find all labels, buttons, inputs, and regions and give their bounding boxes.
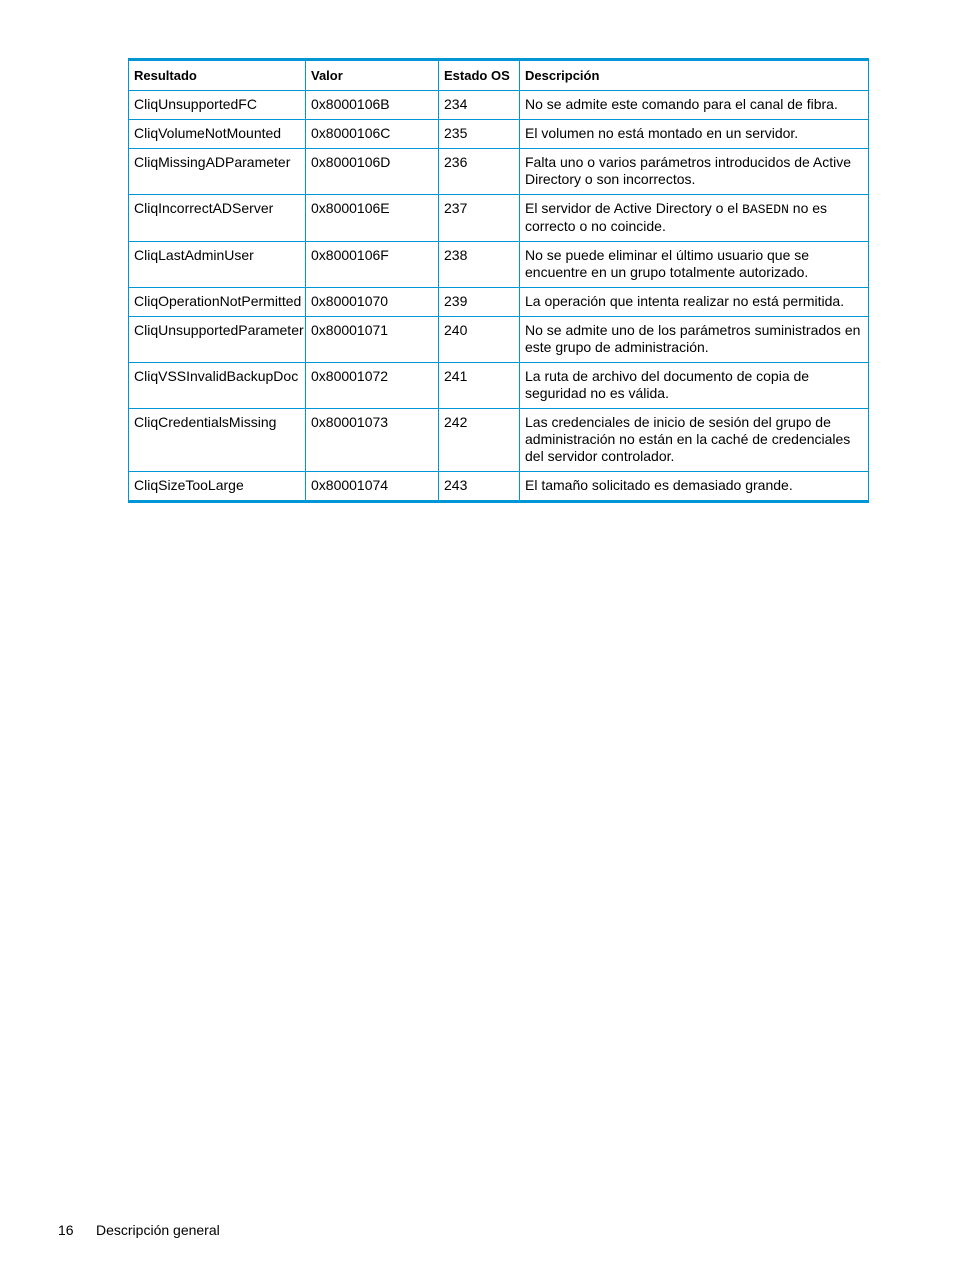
table-row bbox=[129, 149, 869, 195]
cell-value: 0x8000106E bbox=[306, 195, 439, 242]
cell-os-status: 237 bbox=[439, 195, 520, 242]
error-codes-table bbox=[128, 58, 869, 503]
cell-description: No se puede eliminar el último usuario que se encuentre en un grupo totalmente autorizado. bbox=[520, 242, 869, 288]
cell-description: Las credenciales de inicio de sesión del grupo de administración no están en la caché de credenciales del servidor controlador. bbox=[520, 409, 869, 472]
header-descripcion: Descripción bbox=[520, 60, 869, 91]
cell-os-status: 243 bbox=[439, 472, 520, 502]
header-valor: Valor bbox=[306, 60, 439, 91]
cell-os-status: 236 bbox=[439, 149, 520, 195]
cell-result: CliqVolumeNotMounted bbox=[129, 120, 306, 149]
header-estado-os: Estado OS bbox=[439, 60, 520, 91]
cell-description: La operación que intenta realizar no está permitida. bbox=[520, 288, 869, 317]
table-row bbox=[129, 288, 869, 317]
table-row bbox=[129, 195, 869, 242]
cell-value: 0x8000106B bbox=[306, 91, 439, 120]
cell-result: CliqSizeTooLarge bbox=[129, 472, 306, 502]
cell-result: CliqUnsupportedParameter bbox=[129, 317, 306, 363]
error-codes-table-container bbox=[128, 58, 868, 503]
header-resultado: Resultado bbox=[129, 60, 306, 91]
cell-result: CliqMissingADParameter bbox=[129, 149, 306, 195]
cell-description bbox=[520, 195, 869, 242]
cell-os-status: 240 bbox=[439, 317, 520, 363]
cell-value: 0x8000106C bbox=[306, 120, 439, 149]
section-title: Descripción general bbox=[96, 1222, 220, 1238]
cell-description: Falta uno o varios parámetros introducidos de Active Directory o son incorrectos. bbox=[520, 149, 869, 195]
cell-result: CliqCredentialsMissing bbox=[129, 409, 306, 472]
table-row bbox=[129, 363, 869, 409]
cell-value: 0x80001072 bbox=[306, 363, 439, 409]
page-number: 16 bbox=[58, 1222, 74, 1238]
cell-value: 0x80001070 bbox=[306, 288, 439, 317]
cell-os-status: 238 bbox=[439, 242, 520, 288]
cell-value: 0x8000106F bbox=[306, 242, 439, 288]
cell-description: El volumen no está montado en un servidor. bbox=[520, 120, 869, 149]
page-footer bbox=[58, 1222, 220, 1238]
description-text-after: no es correcto o no coincide. bbox=[525, 200, 828, 234]
cell-result: CliqOperationNotPermitted bbox=[129, 288, 306, 317]
table-row bbox=[129, 317, 869, 363]
cell-description: El tamaño solicitado es demasiado grande. bbox=[520, 472, 869, 502]
table-row bbox=[129, 120, 869, 149]
cell-os-status: 239 bbox=[439, 288, 520, 317]
cell-description: La ruta de archivo del documento de copia de seguridad no es válida. bbox=[520, 363, 869, 409]
table-row bbox=[129, 409, 869, 472]
table-row bbox=[129, 242, 869, 288]
table-row bbox=[129, 91, 869, 120]
cell-description: No se admite uno de los parámetros suministrados en este grupo de administración. bbox=[520, 317, 869, 363]
cell-description: No se admite este comando para el canal de fibra. bbox=[520, 91, 869, 120]
table-header-row bbox=[129, 60, 869, 91]
cell-os-status: 234 bbox=[439, 91, 520, 120]
description-text-before: El servidor de Active Directory o el bbox=[525, 200, 743, 216]
cell-result: CliqVSSInvalidBackupDoc bbox=[129, 363, 306, 409]
cell-os-status: 242 bbox=[439, 409, 520, 472]
cell-os-status: 235 bbox=[439, 120, 520, 149]
cell-result: CliqUnsupportedFC bbox=[129, 91, 306, 120]
description-code-basedn: BASEDN bbox=[742, 202, 789, 217]
cell-value: 0x8000106D bbox=[306, 149, 439, 195]
cell-result: CliqIncorrectADServer bbox=[129, 195, 306, 242]
cell-os-status: 241 bbox=[439, 363, 520, 409]
table-row bbox=[129, 472, 869, 502]
cell-value: 0x80001071 bbox=[306, 317, 439, 363]
cell-result: CliqLastAdminUser bbox=[129, 242, 306, 288]
cell-value: 0x80001074 bbox=[306, 472, 439, 502]
cell-value: 0x80001073 bbox=[306, 409, 439, 472]
